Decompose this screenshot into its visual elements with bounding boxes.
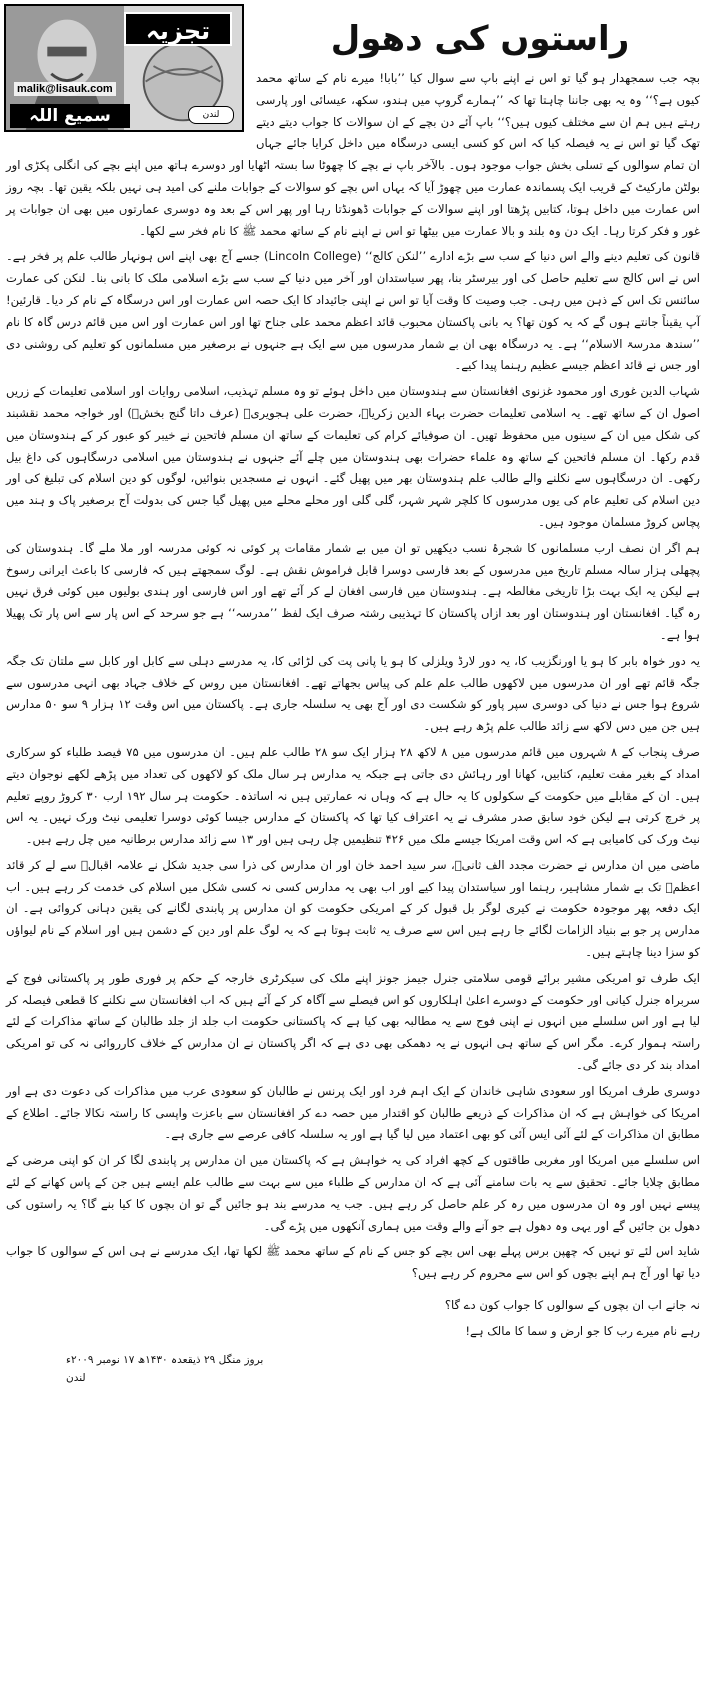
article-paragraph: ماضی میں ان مدارس نے حضرت مجدد الف ثانیؒ، سر سید احمد خان اور ان مدارس کی ذرا سی جدید شکل نے علامہ اقبالؒ سے لے کر قائد اعظمؒ تک بے شمار مشاہیر، رہنما اور سیاستدان پیدا کیے اور اب بھی یہ مدارس کسی نہ کسی شکل میں اسلام کی خدمت کر رہے ہیں۔ اب ایک دفعہ پھر موجودہ حکومت نے کیری لوگر بل قبول کر کے امریکی حکومت کو ان مدارس پر پابندی لگانے کی یقین دہانی کروائی ہے۔ ان مدارس پر جو بے بنیاد الزامات لگائے جا رہے ہیں اس سے صرف یہ ثابت ہوتا ہے کہ یہ لوگ علم اور دین کے دشمن ہیں اور اسلام کے نام لیواؤں کو سزا دینا چاہتے ہیں۔: [6, 857, 700, 960]
article-title: راستوں کی دھول: [330, 19, 630, 59]
article-paragraph: ہم اگر ان نصف ارب مسلمانوں کا شجرۂ نسب دیکھیں تو ان میں بے شمار مقامات پر کوئی نہ کوئی مدرسہ اور ملا ملے گا۔ ہندوستان کی پچھلی ہزار سالہ مسلم تاریخ میں مدرسوں کے بعد فارسی دوسرا قابل فراموش نقش ہے۔ لوگ سمجھتے ہیں کہ فارسی کا باعث ایرانی رسوخ ہے لیکن یہ ایک بہت بڑا تاریخی مغالطہ ہے۔ ہندوستان میں فارسی افغان لے کر آئے تھے اور اس فارسی اور ہندی بولیوں میں کوئی فرق نہیں رہ گیا۔ افغانستان اور ہندوستان اور بعد ازاں پاکستان کا تہذیبی رشتہ صرف ایک لفظ ’’مدرسہ‘‘ ہے جو سرحد کے اس پار سے اس پار تک پھیلا ہوا ہے۔: [6, 540, 700, 642]
signoff-place: لندن: [66, 1371, 86, 1384]
article-paragraph: دوسری طرف امریکا اور سعودی شاہی خاندان کے ایک اہم فرد اور ایک پرنس نے طالبان کو سعودی عرب میں مذاکرات کی دعوت دی ہے اور امریکا کی خواہش ہے کہ ان مذاکرات کے ذریعے طالبان کو اقتدار میں حصہ دے کر افغانستان سے باعزت واپسی کا راستہ نکالا جائے۔ اطلاع کے مطابق ان مذاکرات کے لئے آئی ایس آئی کو بھی اعتماد میں لیا گیا ہے اور یہ سلسلہ کافی عرصے سے جاری ہے۔: [6, 1083, 700, 1142]
article-body: [6, 68, 700, 1694]
location-logo: لندن: [188, 106, 234, 124]
author-email: malik@lisauk.com: [14, 82, 116, 96]
article-paragraph: شہاب الدین غوری اور محمود غزنوی افغانستان سے ہندوستان میں داخل ہوئے تو وہ مسلم تہذیب، اسلامی روایات اور اسلامی تعلیمات کے زریں اصول ان کے ساتھ تھے۔ یہ اسلامی تعلیمات حضرت بہاء الدین زکریاؒ، حضرت علی ہجویریؒ (عرف داتا گنج بخشؒ) اور خواجہ محمد نقشبند کی شکل میں ان کے سینوں میں محفوظ تھیں۔ ان صوفیائے کرام کی تعلیمات کے ساتھ ان مسلم فاتحین نے خیبر کو عبور کر کے ہندوستان میں قدم رکھا۔ ان مسلم فاتحین کے ساتھ وہ علماء حضرات بھی ہندوستان میں چلے آئے جنہوں نے ہندوستان میں اسلامی درسگاہوں کی داغ بیل رکھی۔ ان درسگاہوں سے نکلنے والے طالب علم ہندوستان بھر میں پھیل گئے۔ انہوں نے مسجدیں بنوائیں، لوگوں کو دین اسلام کی تبلیغ کی اور دین اسلام کی تعلیم عام کی یوں مدرسوں کا کلچر شہر شہر، گلی گلی اور محلے محلے میں پھیل گیا جس کی بدولت آج برصغیر پاک و ہند میں پچاس کروڑ مسلمان موجود ہیں۔: [6, 384, 700, 529]
article-paragraph: یہ دور خواہ بابر کا ہو یا اورنگزیب کا، یہ دور لارڈ ویلزلی کا ہو یا پانی پت کی لڑائی کا، یہ مدرسے دہلی سے کابل اور کابل سے ملتان تک جگہ جگہ قائم تھے اور ان مدرسوں میں لاکھوں طالب علم علم کی پیاس بجھاتے تھے۔ افغانستان میں روس کے خلاف جہاد بھی انہی مدرسوں سے شروع ہوا جس نے دنیا کی دوسری سپر پاور کو شکست دی اور آج بھی یہ سلسلہ جاری ہے۔ پاکستان میں اس وقت ۱۲ ہزار ۹ سو ۵۰ مدارس ہیں جن میں دس لاکھ سے زائد طالب علم پڑھ رہے ہیں۔: [6, 653, 700, 734]
signoff-date: بروز منگل ۲۹ ذیقعدہ ۱۴۳۰ھ ۱۷ نومبر ۲۰۰۹ء: [66, 1353, 264, 1366]
author-name: سمیع اللہ ملک: [10, 104, 130, 128]
closing-lines: [6, 1295, 700, 1343]
closing-line: نہ جانے اب ان بچوں کے سوالوں کا جواب کون دے گا؟: [444, 1298, 700, 1313]
article-paragraph: ایک طرف تو امریکی مشیر برائے قومی سلامتی جنرل جیمز جونز اپنے ملک کی سیکرٹری خارجہ کے حکم پر فوری طور پر پاکستانی فوج کے سربراہ جنرل کیانی اور حکومت کے دوسرے اعلیٰ اہلکاروں کو اس فیصلے سے آگاہ کر کے آئے ہیں کہ اب افغانستان سے نکلنے کا قطعی فیصلہ کر لیا ہے اور اس سلسلے میں انہوں نے اپنی فوج سے یہ مطالبہ بھی کیا ہے کہ پاکستانی حکومت اب جلد از جلد طالبان کے ساتھ مذاکرات کے لئے راستہ ہموار کرے۔ مگر اس کے ساتھ ہی انہوں نے یہ دھمکی بھی دی ہے کہ اگر پاکستان نے ان مدارس کے خلاف کارروائی نہ کی تو امریکی امداد بند کر دی جائے گی۔: [6, 970, 700, 1073]
signoff: [66, 1351, 700, 1387]
header-spacer: [6, 68, 256, 136]
article-paragraph: اس سلسلے میں امریکا اور مغربی طاقتوں کے کچھ افراد کی یہ خواہش ہے کہ پاکستان میں ان مدارس پر پابندی لگا کر ان کو اپنی مرضی کے مطابق چلایا جائے۔ تحقیق سے یہ بات سامنے آئی ہے کہ ان مدارس کے طلباء میں سے بہت سے طالب علم ایسے ہیں جن کے پاس کھانے کے لئے پیسے نہیں اور وہ ان مدرسوں میں رہ کر علم حاصل کر رہے ہیں۔ جب یہ مدرسے بند ہو جائیں گے تو ان بچوں کا کیا بنے گا؟ یہ راستوں کی دھول بن جائیں گے اور یہی وہ دھول ہے جو آنے والے وقت میں ہماری آنکھوں میں پڑے گی۔: [6, 1153, 700, 1233]
article-paragraph: صرف پنجاب کے ۸ شہروں میں قائم مدرسوں میں ۸ لاکھ ۲۸ ہزار ایک سو ۲۸ طالب علم ہیں۔ ان مدرسوں میں ۷۵ فیصد طلباء کو سرکاری امداد کے بغیر مفت تعلیم، کتابیں، کھانا اور رہائش دی جاتی ہے جبکہ یہ مدارس ہر سال ملک کو لاکھوں کی تعداد میں پڑھے لکھے نوجوان دیتے ہیں۔ ان کے مقابلے میں حکومت کے سکولوں کا یہ حال ہے کہ وہاں نہ عمارتیں ہیں نہ اساتذہ۔ حکومت ہر سال ۱۹۲ ارب ۳۰ کروڑ روپے تعلیم پر خرچ کرتی ہے لیکن خود سابق صدر مشرف نے یہ اعتراف کیا تھا کہ پاکستان کے مدارس جیسا کوئی دوسرا تعلیمی نیٹ ورک نہیں۔ یہ اس نیٹ ورک کی کامیابی ہے کہ اس وقت امریکا جیسے ملک میں ۴۲۶ تنظیمیں چل رہی ہیں اور ۱۳ سے زائد مدارس برطانیہ میں چل رہے ہیں۔: [6, 744, 700, 847]
closing-line: رہے نام میرے رب کا جو ارض و سما کا مالک ہے!: [465, 1323, 700, 1338]
article-paragraph: شاید اس لئے تو نہیں کہ چھپن برس پہلے بھی اس بچے کو جس کے نام کے ساتھ محمد ﷺ لکھا تھا، ایک مدرسے نے ہی اس کے سوالوں کا جواب دیا تھا اور آج ہم اپنے بچوں کو اس سے محروم کر رہے ہیں؟: [6, 1244, 700, 1281]
article-paragraph: بچہ جب سمجھدار ہو گیا تو اس نے اپنے باپ سے سوال کیا ’’بابا! میرے نام کے ساتھ محمد کیوں ہے؟‘‘ وہ یہ بھی جاننا چاہتا تھا کہ ’’ہمارے گروپ میں ہندو، سکھ، عیسائی اور پارسی رہتے ہیں ہم ان سے مختلف کیوں ہیں؟‘‘ باپ آئے دن بچے کے ان سوالات کا جواب دیتے دیتے تھک گیا تو اس نے یہ فیصلہ کیا کہ اس کو کسی ایسی درسگاہ میں داخل کرایا جائے جہاں ان تمام سوالوں کے تسلی بخش جواب موجود ہوں۔ بالآخر باپ نے بچے کا چھوٹا سا بستہ اٹھایا اور دوسرے ہاتھ میں اپنے بچے کی انگلی پکڑی اور بولٹن مارکیٹ کے قریب ایک پسماندہ عمارت میں چھوڑ آیا کہ یہاں اس بچے کو سوالات کے جوابات ملنے کی امید ہی نہیں بلکہ یقین تھا۔ بچہ روز اس عمارت میں داخل ہوتا، کتابیں پڑھتا اور اپنے سوالات کے جوابات ڈھونڈتا رہا اور پھر اس کے بعد وہ دوسری عمارتوں میں بھی ان جوابات پر غور و فکر کرتا رہا۔ ایک دن وہ بلند و بالا عمارت میں بیٹھا تو اس نے اپنے نام کے ساتھ محمد ﷺ کا نام فخر سے لکھا۔: [6, 71, 700, 238]
column-tag: تجزیہ: [124, 12, 232, 46]
article-paragraph: قانون کی تعلیم دینے والے اس دنیا کے سب سے بڑے ادارے ’’لنکن کالج‘‘ (Lincoln College) جسے آج بھی اپنے اس ہونہار طالب علم پر فخر ہے۔ اس نے اس کالج سے تعلیم حاصل کی اور بیرسٹر بنا، پھر سیاستدان اور آخر میں دنیا کے سب سے بڑے اسلامی ملک کا بانی بنا۔ لنکن کی عمارت سائنس تک اس کے ذہن میں رہی۔ جب وصیت کا وقت آیا تو اس نے اپنی جائیداد کا ایک حصہ اس عمارت اور اس درسگاہ کے نام کر دیا۔ قارئین! آپ یقیناً جانتے ہوں گے کہ یہ کون تھا؟ یہ بانی پاکستان محبوب قائد اعظم محمد علی جناح تھا اور اس عمارت اور اس میں قائم درس گاہ کا نام ’’سندھ مدرسۃ الاسلام‘‘ ہے۔ یہ درسگاہ بھی ان بے شمار مدرسوں میں سے ایک ہے جنہوں نے برصغیر میں مسلمانوں کو تعلیم کی روشنی دی اور جس نے قائد اعظم جیسے عظیم رہنما پیدا کیے۔: [6, 249, 700, 373]
